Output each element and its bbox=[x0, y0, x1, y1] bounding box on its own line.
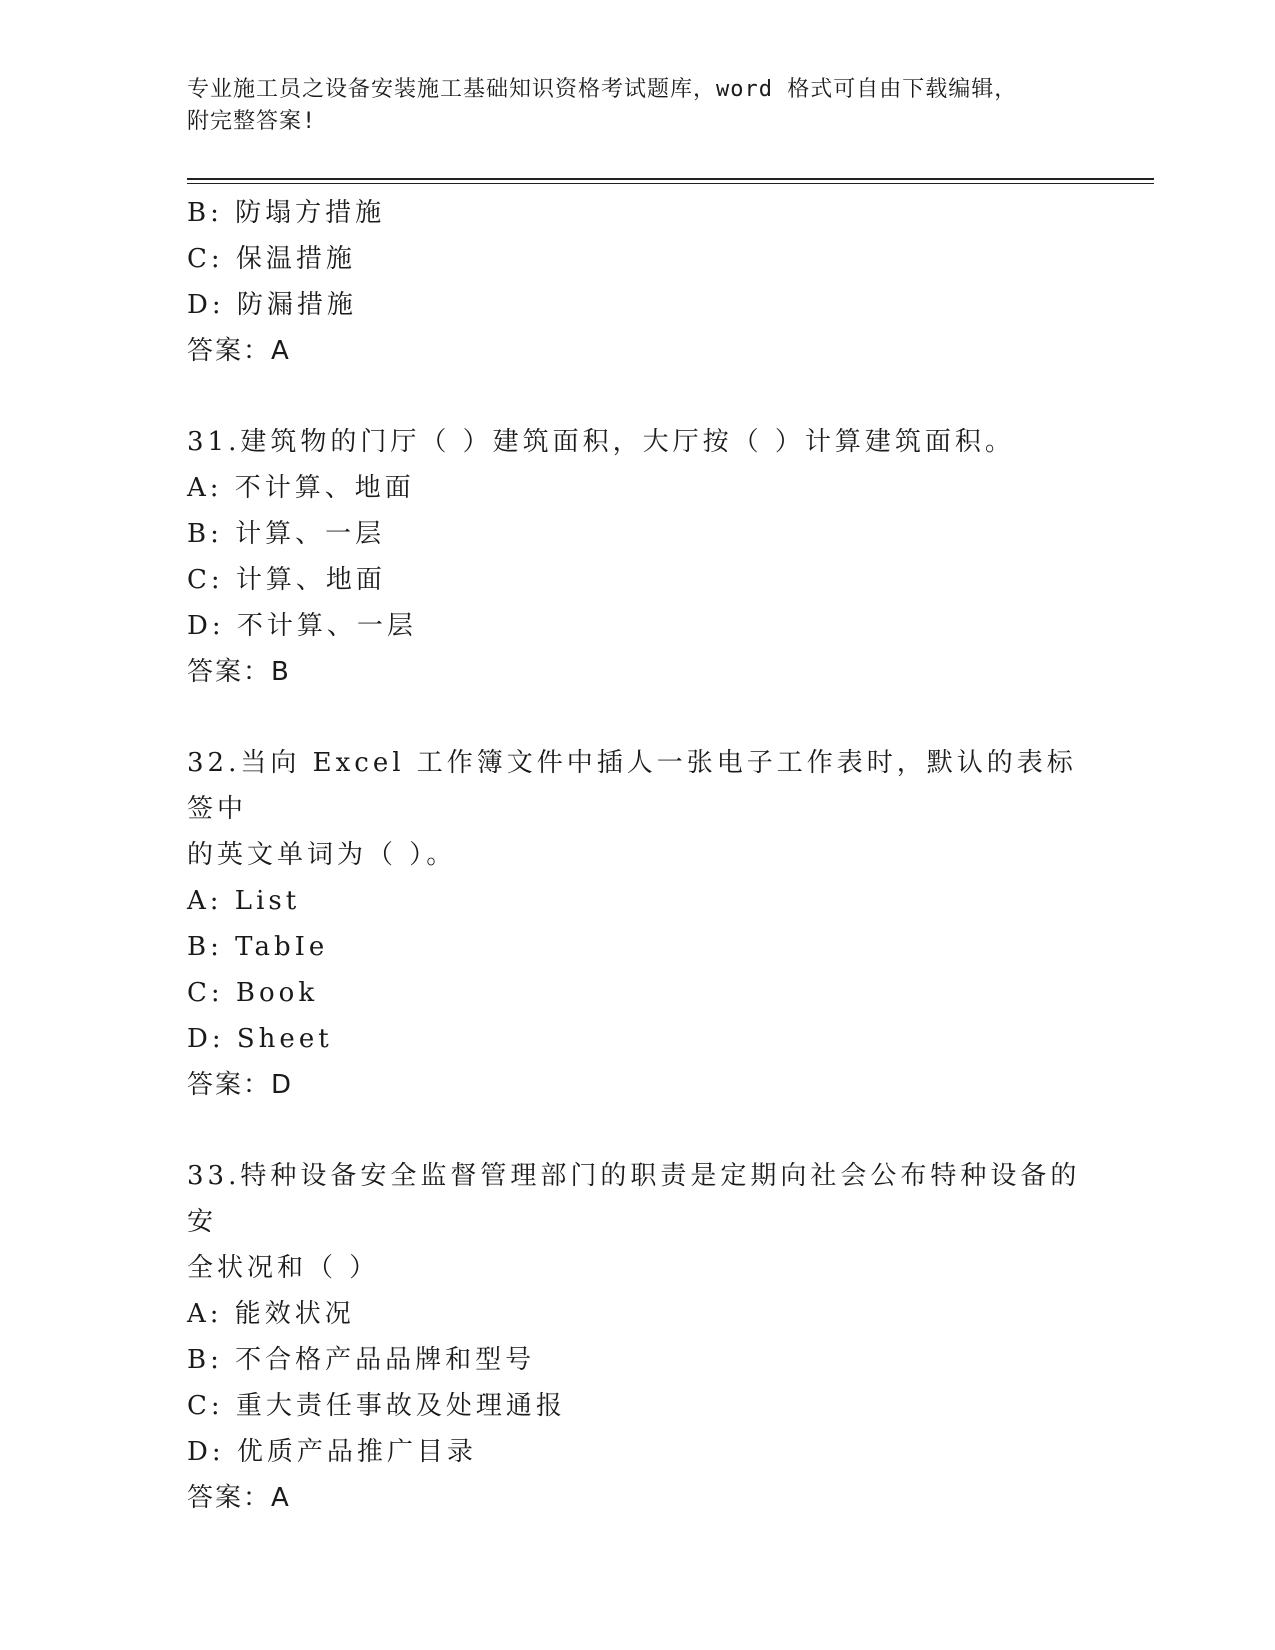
option-d: D: 优质产品推广目录 bbox=[187, 1437, 477, 1467]
option-a: A: 能效状况 bbox=[187, 1299, 355, 1329]
question-stem-line: 32.当向 Excel 工作簿文件中插人一张电子工作表时，默认的表标签中 bbox=[187, 748, 1077, 824]
option-b: B: 防塌方措施 bbox=[187, 198, 386, 228]
header-line-1: 专业施工员之设备安装施工基础知识资格考试题库，word 格式可自由下载编辑， bbox=[187, 77, 1018, 102]
header-divider-thin bbox=[187, 183, 1154, 184]
option-c: C: 计算、地面 bbox=[187, 565, 386, 595]
option-b: B: 不合格产品品牌和型号 bbox=[187, 1345, 536, 1375]
document-header bbox=[187, 74, 1067, 138]
question-33 bbox=[187, 1153, 1087, 1521]
option-b: B: 计算、一层 bbox=[187, 519, 386, 549]
header-line-2: 附完整答案! bbox=[187, 109, 317, 134]
option-d: D: Sheet bbox=[187, 1024, 333, 1054]
question-30-tail bbox=[187, 190, 1087, 374]
option-c: C: Book bbox=[187, 978, 319, 1008]
option-c: C: 保温措施 bbox=[187, 244, 356, 274]
option-d: D: 不计算、一层 bbox=[187, 611, 417, 641]
option-a: A: List bbox=[187, 886, 301, 916]
option-a: A: 不计算、地面 bbox=[187, 473, 415, 503]
question-stem-line: 31.建筑物的门厅（ ）建筑面积，大厅按（ ）计算建筑面积。 bbox=[187, 427, 1015, 457]
spacer bbox=[187, 374, 1087, 419]
question-stem-line: 全状况和（ ） bbox=[187, 1253, 380, 1283]
spacer bbox=[187, 695, 1087, 740]
question-31 bbox=[187, 419, 1087, 695]
answer-line: 答案：B bbox=[187, 657, 291, 687]
question-stem-line: 的英文单词为（ ）。 bbox=[187, 840, 457, 870]
option-c: C: 重大责任事故及处理通报 bbox=[187, 1391, 566, 1421]
question-32 bbox=[187, 740, 1087, 1108]
answer-line: 答案：A bbox=[187, 1483, 291, 1513]
option-b: B: TabIe bbox=[187, 932, 329, 962]
spacer bbox=[187, 1108, 1087, 1153]
header-divider-thick bbox=[187, 178, 1154, 180]
question-stem-line: 33.特种设备安全监督管理部门的职责是定期向社会公布特种设备的安 bbox=[187, 1161, 1081, 1237]
answer-line: 答案：D bbox=[187, 1070, 294, 1100]
question-list bbox=[187, 190, 1087, 1521]
option-d: D: 防漏措施 bbox=[187, 290, 357, 320]
answer-line: 答案：A bbox=[187, 336, 291, 366]
